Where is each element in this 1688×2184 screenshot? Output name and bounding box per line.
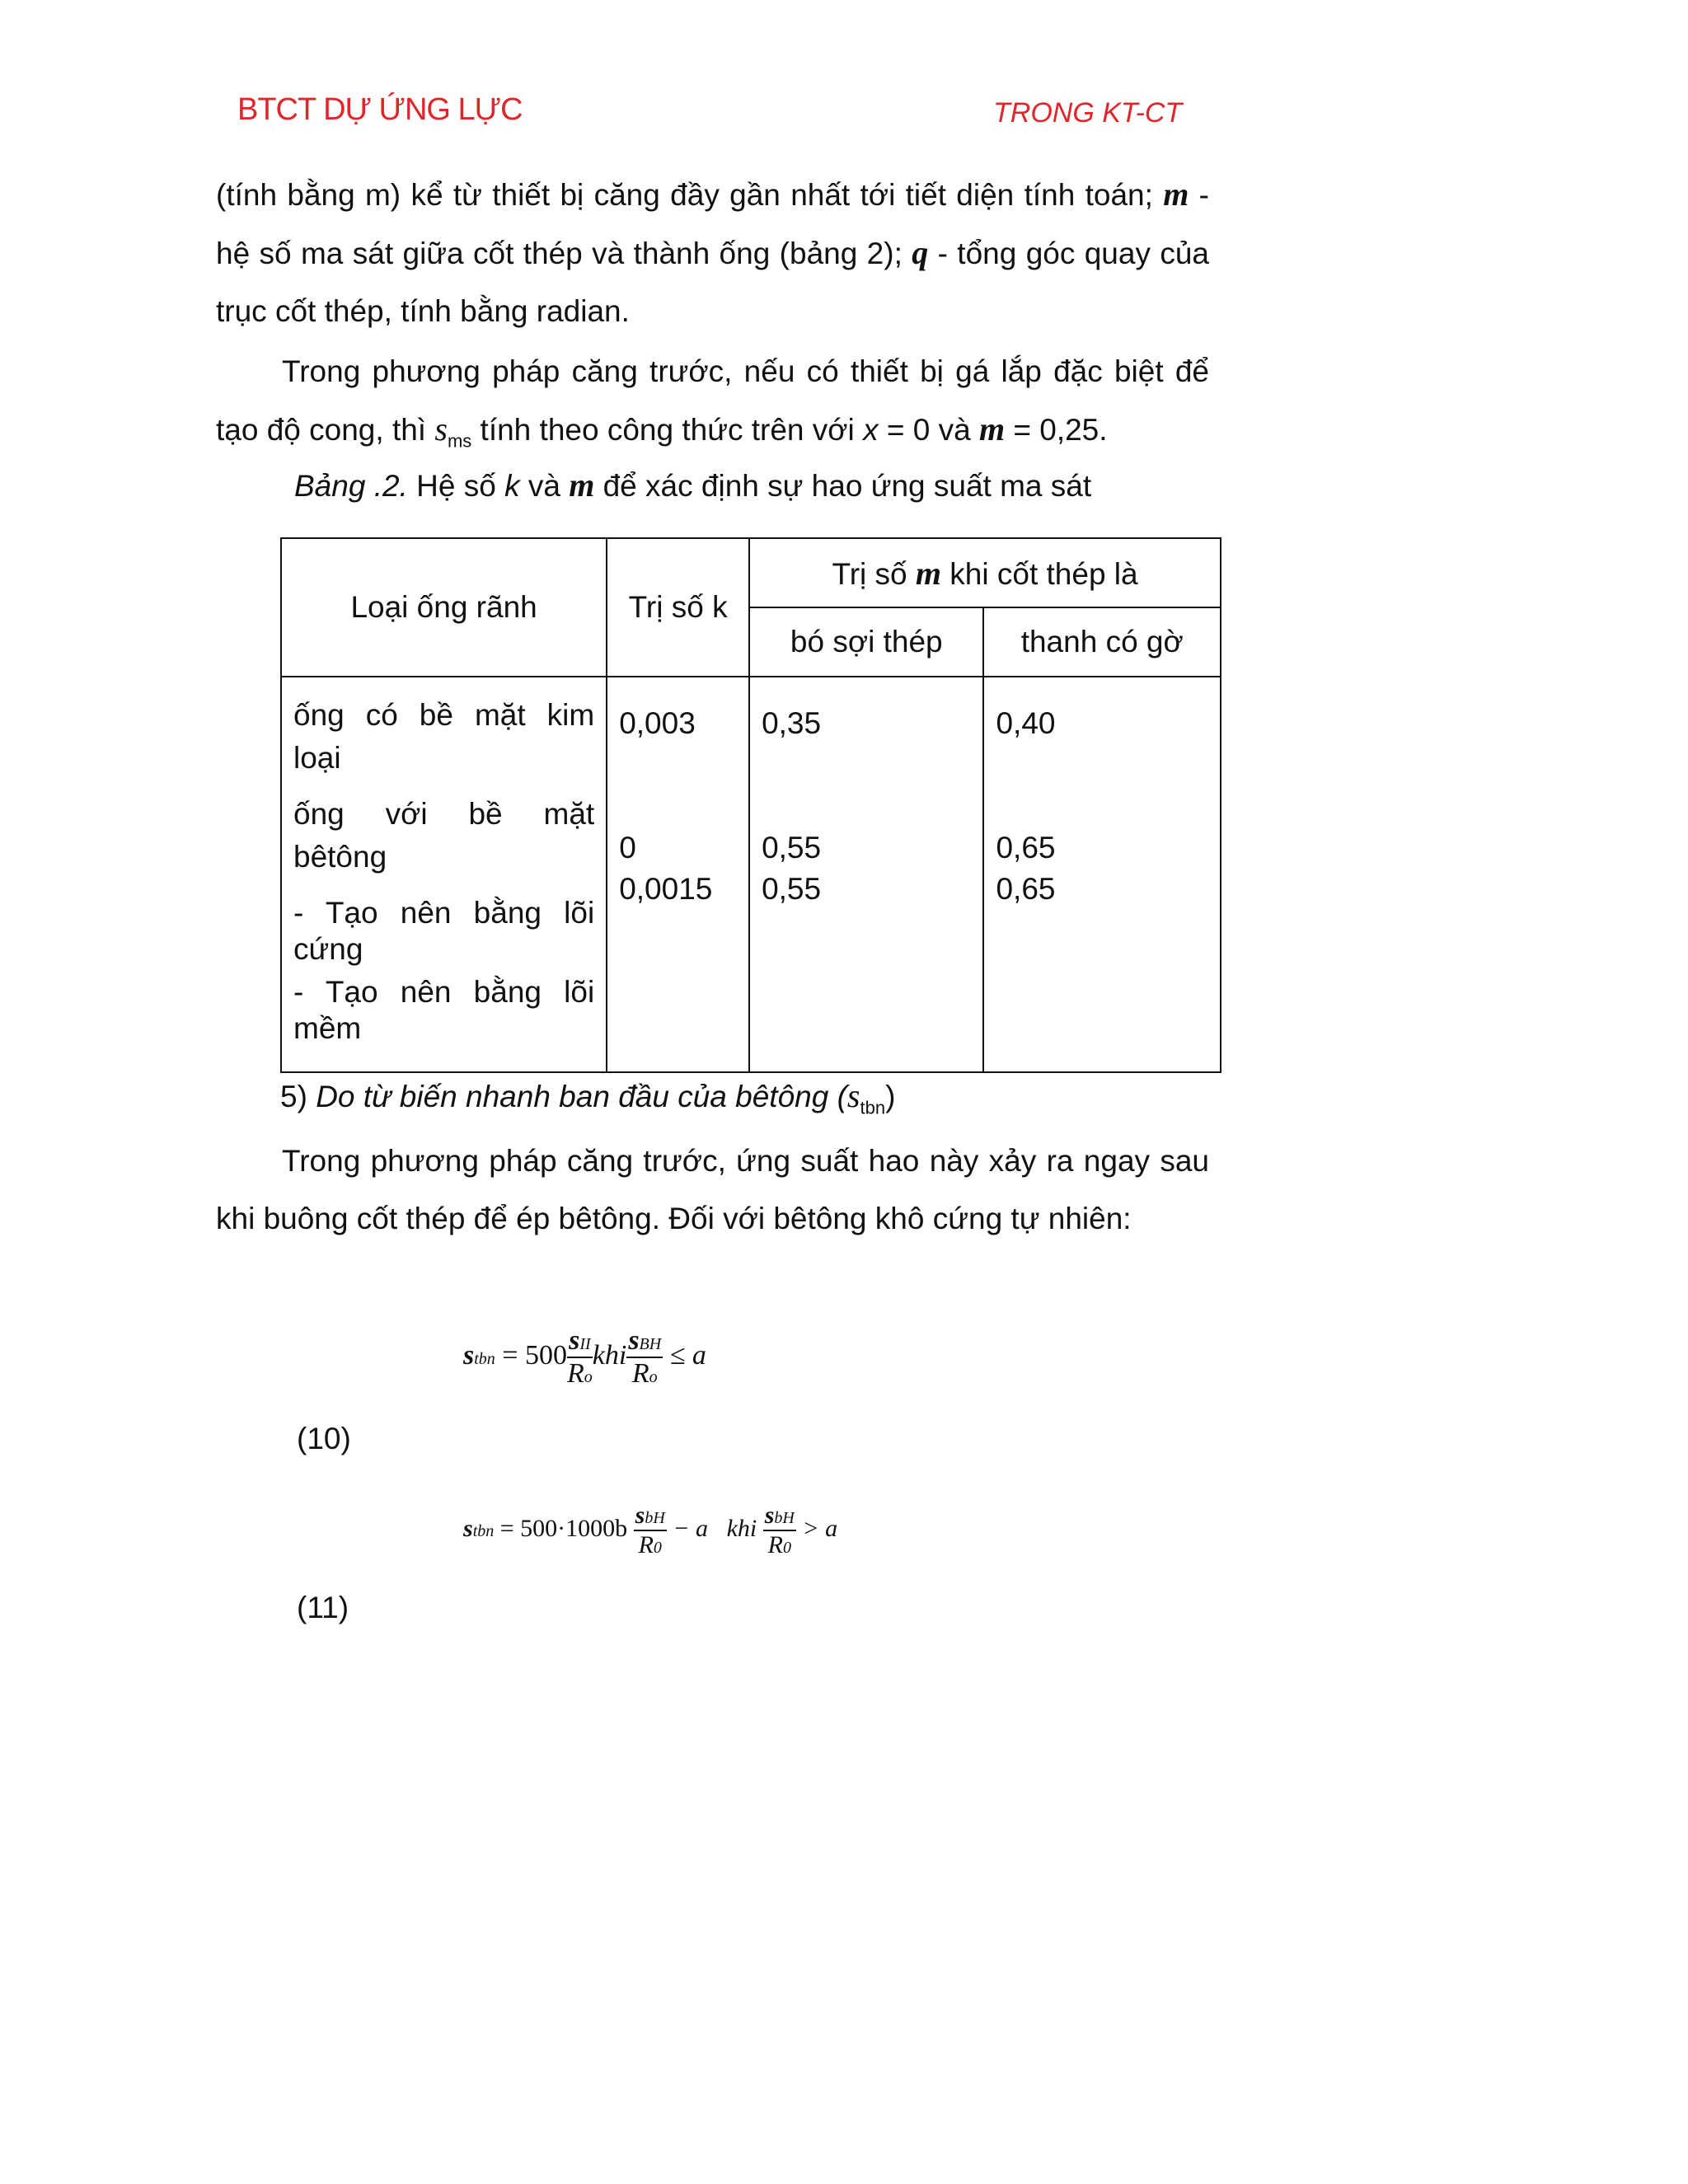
symbol-mu: m (915, 554, 942, 592)
symbol-sigma: s (569, 1325, 580, 1356)
value-mu-bar-rigid: 0,65 (996, 831, 1056, 865)
symbol-sigma: s (846, 1077, 860, 1114)
subscript: tbn (472, 1521, 495, 1540)
symbol-mu: m (569, 466, 595, 504)
value-mu-wire-metal: 0,35 (762, 706, 822, 740)
section-number: 5) (280, 1080, 316, 1113)
paragraph-3: Trong phương pháp căng trước, ứng suất hao này xảy ra ngay sau khi buông cốt thép để ép bêtông. Đối với bêtông khô cứng tự nhiên: (216, 1144, 1209, 1235)
value-k-rigid: 0 (619, 831, 636, 865)
table-caption (294, 466, 1091, 504)
fraction (567, 1325, 593, 1390)
header-cell-mu-value (749, 538, 1221, 607)
subscript: tbn (474, 1349, 495, 1368)
paragraph-text: tính theo công thức trên với (471, 413, 864, 447)
symbol-mu: m (1163, 176, 1189, 213)
subscript: BH (639, 1335, 662, 1353)
value-k-flexible: 0,0015 (619, 872, 713, 906)
symbol-x: x (863, 413, 879, 447)
formula-10 (463, 1325, 706, 1390)
value-mu-bar-metal: 0,40 (996, 706, 1056, 740)
header-cell-pipe-type: Loại ống rãnh (281, 538, 607, 677)
section-title: Do từ biến nhanh ban đầu của bêtông ( (316, 1080, 847, 1113)
header-text: khi cốt thép là (941, 556, 1138, 591)
subscript: o (584, 1368, 593, 1386)
equation-number-11: (11) (297, 1591, 349, 1624)
relation: ≤ a (669, 1339, 706, 1371)
header-right-title: TRONG KT-CT (993, 97, 1183, 129)
row-label-metal: ống có bề mặt kim loại (293, 698, 595, 775)
paragraph-2 (216, 343, 1209, 470)
caption-text: và (519, 469, 570, 503)
paren: ) (885, 1080, 896, 1113)
relation: > a (802, 1514, 838, 1542)
symbol-sigma: s (764, 1502, 775, 1529)
subheader-cell-wire-bundle: bó sợi thép (749, 607, 983, 677)
fraction (634, 1502, 667, 1559)
row-label-concrete: ống với bề mặt bêtông (293, 797, 595, 874)
subscript: 0 (653, 1539, 662, 1557)
table-cell-k (607, 677, 749, 1072)
symbol-theta: q (912, 234, 929, 271)
symbol-sigma: s (628, 1325, 640, 1356)
paragraph-text: = 0,25. (1005, 413, 1108, 447)
word-khi: khi (592, 1339, 627, 1371)
symbol-sigma: s (463, 1339, 475, 1371)
friction-coefficient-table (280, 537, 1221, 1073)
row-label-flexible-core: - Tạo nên bằng lõi mềm (293, 975, 595, 1045)
paragraph-1 (216, 166, 1209, 340)
subscript: ms (447, 430, 472, 452)
subscript: tbn (860, 1097, 886, 1118)
symbol-R: R (767, 1531, 783, 1558)
table-row (281, 677, 1221, 1072)
paragraph-text: Trong phương pháp căng trước, nếu có thiết bị gá lắp đặc biệt để tạo độ cong, thì (216, 354, 1209, 447)
caption-label: Bảng .2. (294, 469, 408, 503)
formula-11 (463, 1502, 837, 1559)
value-mu-wire-flexible: 0,55 (762, 872, 822, 906)
caption-text: Hệ số (407, 469, 505, 503)
header-left-title: BTCT DỰ ỨNG LỰC (237, 92, 523, 127)
subscript: o (649, 1368, 658, 1386)
paragraph-text: - hệ số ma sát giữa cốt thép và thành ống (bảng 2); (216, 178, 1209, 270)
table-cell-mu-wire (749, 677, 983, 1072)
paragraph-text: = 0 và (878, 413, 979, 447)
equation-number-10: (10) (297, 1422, 351, 1455)
symbol-k: k (504, 469, 520, 503)
subscript: bH (774, 1509, 795, 1527)
value-mu-wire-rigid: 0,55 (762, 831, 822, 865)
subscript: bH (645, 1509, 665, 1527)
subheader-cell-ribbed-bar: thanh có gờ (983, 607, 1221, 677)
symbol-sigma: s (635, 1502, 645, 1529)
section-5-heading (280, 1076, 895, 1118)
symbol-sigma: s (434, 410, 448, 448)
equals-500: = 500 (502, 1339, 567, 1371)
caption-text: để xác định sự hao ứng suất ma sát (594, 469, 1092, 503)
paragraph-text: - tổng góc quay của trục cốt thép, tính bằng radian. (216, 237, 1209, 328)
symbol-R: R (566, 1358, 584, 1389)
paragraph-text: (tính bằng m) kể từ thiết bị căng đầy gần nhất tới tiết diện tính toán; (216, 178, 1164, 212)
table-cell-pipe-type (281, 677, 607, 1072)
equals-expression: = 500·1000b (499, 1514, 628, 1542)
value-mu-bar-flexible: 0,65 (996, 872, 1056, 906)
symbol-R: R (638, 1531, 654, 1558)
table-cell-mu-bar (983, 677, 1221, 1072)
table-header-row (281, 538, 1221, 607)
subscript: II (579, 1335, 591, 1353)
value-k-metal: 0,003 (619, 706, 696, 740)
word-khi: khi (726, 1514, 757, 1542)
fraction (626, 1325, 663, 1390)
symbol-mu: m (978, 410, 1006, 448)
subscript: 0 (782, 1539, 791, 1557)
symbol-sigma: s (463, 1514, 473, 1542)
row-label-rigid-core: - Tạo nên bằng lõi cứng (293, 896, 595, 966)
fraction (763, 1502, 796, 1559)
header-text: Trị số (832, 556, 916, 591)
minus-a: − a (673, 1514, 709, 1542)
symbol-R: R (631, 1358, 649, 1389)
header-cell-k-value: Trị số k (607, 538, 749, 677)
